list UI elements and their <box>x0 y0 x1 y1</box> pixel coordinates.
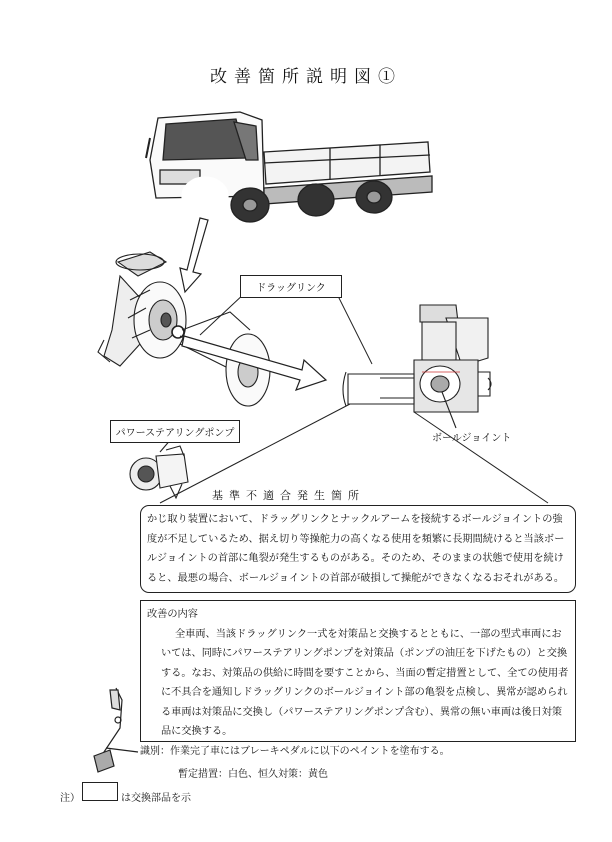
note-prefix: 注） <box>60 793 80 804</box>
power-steering-pump-illustration <box>130 438 188 498</box>
improvement-heading: 改善の内容 <box>147 609 198 620</box>
brake-pedal-illustration <box>94 688 138 772</box>
nonconformity-heading: 基準不適合発生箇所 <box>212 489 365 502</box>
page-title: 改善箇所説明図① <box>210 67 402 87</box>
nonconformity-text: かじ取り装置において、ドラッグリンクとナックルアームを接続するボールジョイントの強度が不足しているため、据え切り等操舵力の高くなる使用を頻繁に長期間続けると当該ボールジョイントの首部に亀裂が発生するものがある。そのため、そのままの状態で使用を続けると、最悪の場合、ボールジョイントの首部が破損して操舵ができなくなるおそれがある。 <box>147 514 565 584</box>
note-legend-box <box>82 782 118 801</box>
paint-color-line: 暫定措置：白色、恒久対策：黄色 <box>178 769 328 780</box>
note-text: は交換部品を示 <box>121 793 191 804</box>
down-arrow <box>180 218 208 292</box>
nonconformity-box <box>140 505 576 593</box>
improvement-box <box>140 600 576 742</box>
identification-line: 識別：作業完了車にはブレーキペダルに以下のペイントを塗布する。 <box>140 746 450 757</box>
ball-joint-magnified-illustration <box>343 305 491 428</box>
improvement-text: 全車両、当該ドラッグリンク一式を対策品と交換するとともに、一部の型式車両においては、同時にパワーステアリングポンプを対策品（ポンプの油圧を下げたもの）と交換する。なお、対策品の供給に時間を要すことから、当面の暫定措置として、全ての使用者に不具合を通知しドラッグリンクのボールジョイント部の亀裂を点検し、異常が認められる車両は対策品に交換し（パワーステアリングポンプ含む）、異常の無い車両は後日対策品に交換する。 <box>161 628 569 737</box>
truck-illustration <box>146 112 432 222</box>
ball-joint-label: ボールジョイント <box>432 433 512 444</box>
power-steering-pump-label: パワーステアリングポンプ <box>110 420 240 443</box>
drag-link-label: ドラッグリンク <box>240 275 342 298</box>
